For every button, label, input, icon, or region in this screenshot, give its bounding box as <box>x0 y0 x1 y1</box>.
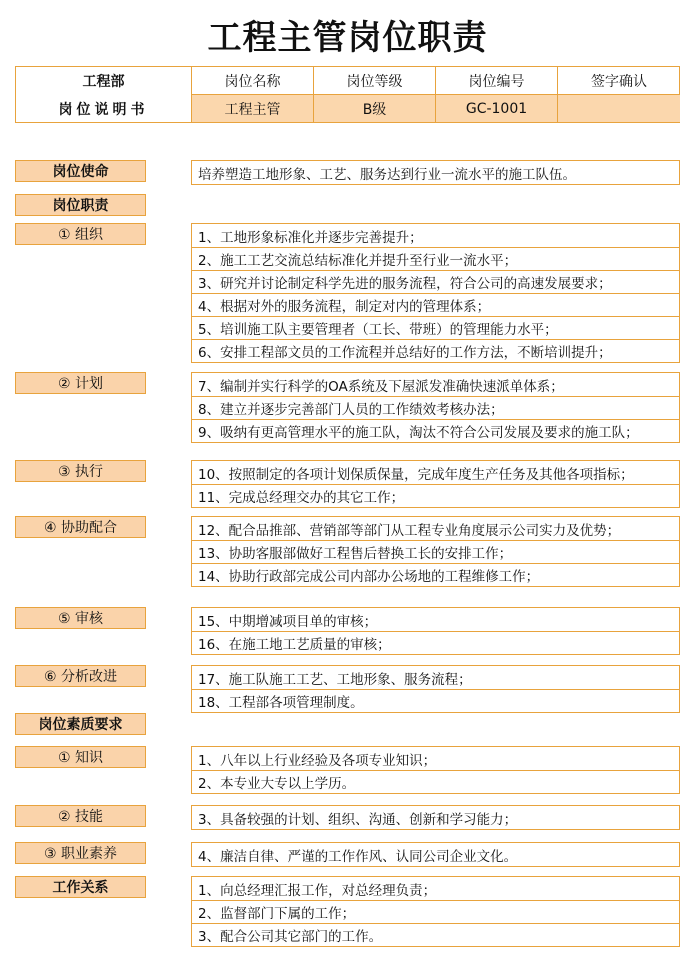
list-item: 3、具备较强的计划、组织、沟通、创新和学习能力； <box>198 811 518 828</box>
duty-plan-label: ② 计划 <box>15 372 146 394</box>
duty-assist-group <box>191 516 680 587</box>
list-item: 16、在施工地工艺质量的审核； <box>192 631 679 654</box>
quality-skill-group <box>191 805 680 830</box>
list-item: 2、施工工艺交流总结标准化并提升至行业一流水平； <box>192 247 679 270</box>
list-item: 4、廉洁自律、严谨的工作作风、认同公司企业文化。 <box>198 848 518 865</box>
list-item: 8、建立并逐步完善部门人员的工作绩效考核办法； <box>192 396 679 419</box>
val-position-name: 工程主管 <box>224 101 281 118</box>
list-item: 10、按照制定的各项计划保质保量，完成年度生产任务及其他各项指标； <box>198 466 634 483</box>
duty-execute-label: ③ 执行 <box>15 460 146 482</box>
list-item: 12、配合品推部、营销部等部门从工程专业角度展示公司实力及优势； <box>198 522 621 539</box>
quality-professionalism-group <box>191 842 680 867</box>
duty-plan-group <box>191 372 680 443</box>
col-signature: 签字确认 <box>591 73 647 90</box>
col-position-code: 岗位编号 <box>468 73 525 90</box>
doc-name: 岗位说明书 <box>58 101 149 118</box>
list-item: 11、完成总经理交办的其它工作； <box>192 484 679 507</box>
val-signature[interactable] <box>558 95 680 122</box>
list-item: 3、研究并讨论制定科学先进的服务流程，符合公司的高速发展要求； <box>192 270 679 293</box>
mission-text: 培养塑造工地形象、工艺、服务达到行业一流水平的施工队伍。 <box>198 166 576 183</box>
dept-name: 工程部 <box>82 73 125 90</box>
col-position-name: 岗位名称 <box>224 73 281 90</box>
quality-professionalism-label: ③ 职业素养 <box>15 842 146 864</box>
relations-label: 工作关系 <box>15 876 146 898</box>
list-item: 7、编制并实行科学的OA系统及下屋派发准确快速派单体系； <box>198 378 564 395</box>
page-title: 工程主管岗位职责 <box>207 18 488 58</box>
quality-knowledge-label: ① 知识 <box>15 746 146 768</box>
list-item: 1、向总经理汇报工作，对总经理负责； <box>198 882 437 899</box>
header-table <box>15 66 680 123</box>
duty-improve-label: ⑥ 分析改进 <box>15 665 146 687</box>
quality-skill-label: ② 技能 <box>15 805 146 827</box>
list-item: 18、工程部各项管理制度。 <box>192 689 679 712</box>
duty-execute-group <box>191 460 680 508</box>
duty-review-label: ⑤ 审核 <box>15 607 146 629</box>
quality-label: 岗位素质要求 <box>15 713 146 735</box>
duty-organize-group <box>191 223 680 363</box>
list-item: 13、协助客服部做好工程售后替换工长的安排工作； <box>192 540 679 563</box>
col-position-level: 岗位等级 <box>346 73 403 90</box>
list-item: 17、施工队施工工艺、工地形象、服务流程； <box>198 671 472 688</box>
mission-box <box>191 160 680 185</box>
val-position-code: GC-1001 <box>465 100 528 117</box>
list-item: 2、本专业大专以上学历。 <box>192 770 679 793</box>
list-item: 6、安排工程部文员的工作流程并总结好的工作方法，不断培训提升； <box>192 339 679 362</box>
list-item: 5、培训施工队主要管理者（工长、带班）的管理能力水平； <box>192 316 679 339</box>
list-item: 1、八年以上行业经验及各项专业知识； <box>198 752 437 769</box>
list-item: 9、吸纳有更高管理水平的施工队，淘汰不符合公司发展及要求的施工队； <box>192 419 679 442</box>
duties-label: 岗位职责 <box>15 194 146 216</box>
duty-improve-group <box>191 665 680 713</box>
list-item: 1、工地形象标准化并逐步完善提升； <box>198 229 423 246</box>
relations-group <box>191 876 680 947</box>
list-item: 2、监督部门下属的工作； <box>192 900 679 923</box>
quality-knowledge-group <box>191 746 680 794</box>
list-item: 4、根据对外的服务流程，制定对内的管理体系； <box>192 293 679 316</box>
mission-label: 岗位使命 <box>15 160 146 182</box>
val-position-level: B级 <box>362 101 387 118</box>
list-item: 15、中期增减项目单的审核； <box>198 613 378 630</box>
duty-assist-label: ④ 协助配合 <box>15 516 146 538</box>
duty-organize-label: ① 组织 <box>15 223 146 245</box>
list-item: 14、协助行政部完成公司内部办公场地的工程维修工作； <box>192 563 679 586</box>
duty-review-group <box>191 607 680 655</box>
list-item: 3、配合公司其它部门的工作。 <box>192 923 679 946</box>
